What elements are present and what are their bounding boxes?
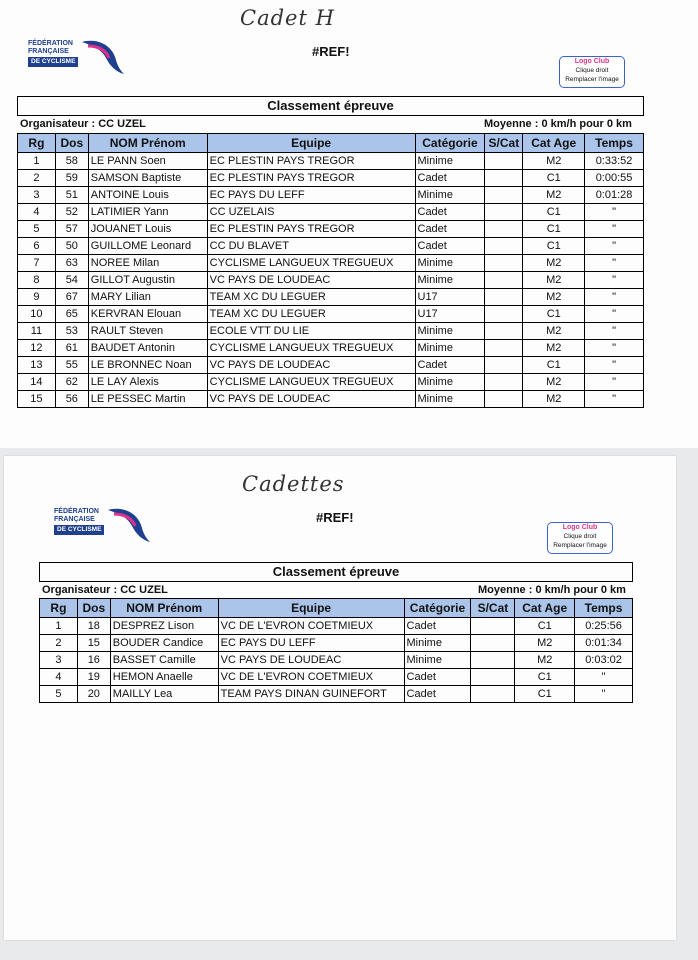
rank-cell: 2	[18, 170, 56, 187]
club-logo-title: Logo Club	[562, 524, 598, 531]
table-row	[40, 618, 633, 635]
time-cell: 0:33:52	[585, 153, 644, 170]
time-cell: "	[585, 289, 644, 306]
category-cell: U17	[415, 289, 485, 306]
table-row	[18, 153, 644, 170]
age-category-cell: C1	[523, 170, 585, 187]
category-cell: Cadet	[415, 238, 485, 255]
logo-line-1: FÉDÉRATION	[28, 40, 73, 47]
logo-line-1: FÉDÉRATION	[54, 508, 99, 515]
subcategory-cell	[485, 238, 523, 255]
category-cell: Minime	[415, 340, 485, 357]
moyenne: Moyenne : 0 km/h pour 0 km	[478, 584, 626, 596]
time-cell: 0:01:34	[575, 635, 633, 652]
category-cell: U17	[415, 306, 485, 323]
table-row	[18, 187, 644, 204]
bib-cell: 20	[77, 686, 110, 703]
rank-cell: 1	[40, 618, 78, 635]
table-row	[18, 170, 644, 187]
age-category-cell: C1	[523, 221, 585, 238]
time-cell: "	[585, 340, 644, 357]
name-cell: GUILLOME Leonard	[88, 238, 207, 255]
team-cell: VC PAYS DE LOUDEAC	[207, 391, 415, 408]
subcategory-cell	[485, 187, 523, 204]
category-cell: Minime	[415, 153, 485, 170]
header-temps: Temps	[585, 134, 644, 153]
team-cell: EC PLESTIN PAYS TREGOR	[207, 153, 415, 170]
age-category-cell: M2	[523, 374, 585, 391]
team-cell: VC PAYS DE LOUDEAC	[218, 652, 404, 669]
bib-cell: 65	[55, 306, 88, 323]
age-category-cell: M2	[523, 153, 585, 170]
result-sheet-cadet-h	[0, 0, 698, 448]
bib-cell: 19	[77, 669, 110, 686]
bib-cell: 55	[55, 357, 88, 374]
team-cell: EC PLESTIN PAYS TREGOR	[207, 170, 415, 187]
age-category-cell: M2	[515, 635, 575, 652]
subcategory-cell	[485, 391, 523, 408]
category-cell: Minime	[415, 255, 485, 272]
header-scat: S/Cat	[471, 599, 515, 618]
age-category-cell: M2	[523, 272, 585, 289]
header-categorie: Catégorie	[415, 134, 485, 153]
category-cell: Cadet	[415, 204, 485, 221]
bib-cell: 16	[77, 652, 110, 669]
bib-cell: 51	[55, 187, 88, 204]
header-cat-age: Cat Age	[515, 599, 575, 618]
team-cell: CYCLISME LANGUEUX TREGUEUX	[207, 374, 415, 391]
header-temps: Temps	[575, 599, 633, 618]
subcategory-cell	[485, 255, 523, 272]
classement-banner: Classement épreuve	[39, 562, 633, 582]
table-row	[18, 306, 644, 323]
header-scat: S/Cat	[485, 134, 523, 153]
subcategory-cell	[471, 635, 515, 652]
classement-banner: Classement épreuve	[17, 96, 644, 116]
team-cell: VC PAYS DE LOUDEAC	[207, 272, 415, 289]
organisateur: Organisateur : CC UZEL	[20, 118, 146, 130]
name-cell: LE PESSEC Martin	[88, 391, 207, 408]
subcategory-cell	[485, 272, 523, 289]
team-cell: EC PLESTIN PAYS TREGOR	[207, 221, 415, 238]
rank-cell: 12	[18, 340, 56, 357]
table-row	[18, 221, 644, 238]
time-cell: "	[585, 391, 644, 408]
time-cell: "	[585, 272, 644, 289]
rank-cell: 4	[40, 669, 78, 686]
age-category-cell: M2	[523, 323, 585, 340]
name-cell: BASSET Camille	[110, 652, 218, 669]
time-cell: "	[585, 238, 644, 255]
name-cell: SAMSON Baptiste	[88, 170, 207, 187]
team-cell: EC PAYS DU LEFF	[218, 635, 404, 652]
result-sheet-cadettes	[4, 456, 676, 940]
time-cell: 0:00:55	[585, 170, 644, 187]
club-logo-line3: Remplacer l'image	[565, 76, 619, 83]
results-table	[17, 133, 644, 408]
team-cell: CYCLISME LANGUEUX TREGUEUX	[207, 255, 415, 272]
rank-cell: 3	[18, 187, 56, 204]
club-logo-placeholder[interactable]	[559, 56, 625, 88]
team-cell: VC DE L'EVRON COETMIEUX	[218, 669, 404, 686]
name-cell: MAILLY Lea	[110, 686, 218, 703]
time-cell: "	[585, 357, 644, 374]
category-cell: Minime	[415, 272, 485, 289]
subcategory-cell	[485, 289, 523, 306]
subcategory-cell	[485, 340, 523, 357]
age-category-cell: M2	[523, 340, 585, 357]
time-cell: "	[585, 306, 644, 323]
category-cell: Cadet	[415, 221, 485, 238]
name-cell: NOREE Milan	[88, 255, 207, 272]
bib-cell: 58	[55, 153, 88, 170]
time-cell: "	[585, 323, 644, 340]
club-logo-line3: Remplacer l'image	[553, 542, 607, 549]
ffc-logo	[54, 506, 154, 550]
time-cell: 0:03:02	[575, 652, 633, 669]
category-cell: Cadet	[415, 170, 485, 187]
bib-cell: 62	[55, 374, 88, 391]
subcategory-cell	[471, 652, 515, 669]
rank-cell: 3	[40, 652, 78, 669]
header-equipe: Equipe	[207, 134, 415, 153]
bib-cell: 52	[55, 204, 88, 221]
age-category-cell: M2	[523, 289, 585, 306]
time-cell: 0:01:28	[585, 187, 644, 204]
name-cell: KERVRAN Elouan	[88, 306, 207, 323]
ffc-swoosh-icon	[76, 38, 126, 78]
subcategory-cell	[485, 323, 523, 340]
header-nom: NOM Prénom	[88, 134, 207, 153]
table-row	[18, 238, 644, 255]
rank-cell: 14	[18, 374, 56, 391]
table-row	[40, 686, 633, 703]
header-rg: Rg	[18, 134, 56, 153]
category-cell: Minime	[404, 635, 471, 652]
rank-cell: 4	[18, 204, 56, 221]
time-cell: "	[585, 255, 644, 272]
category-cell: Cadet	[404, 686, 471, 703]
table-row	[18, 272, 644, 289]
age-category-cell: M2	[515, 652, 575, 669]
bib-cell: 53	[55, 323, 88, 340]
age-category-cell: M2	[523, 391, 585, 408]
results-table	[39, 598, 633, 703]
subcategory-cell	[485, 306, 523, 323]
table-row	[18, 357, 644, 374]
team-cell: ECOLE VTT DU LIE	[207, 323, 415, 340]
age-category-cell: M2	[523, 255, 585, 272]
moyenne: Moyenne : 0 km/h pour 0 km	[484, 118, 632, 130]
age-category-cell: C1	[523, 306, 585, 323]
rank-cell: 5	[18, 221, 56, 238]
age-category-cell: C1	[515, 669, 575, 686]
name-cell: DESPREZ Lison	[110, 618, 218, 635]
handwritten-note: Cadet H	[240, 6, 335, 30]
table-row	[18, 323, 644, 340]
bib-cell: 57	[55, 221, 88, 238]
subcategory-cell	[485, 357, 523, 374]
name-cell: ANTOINE Louis	[88, 187, 207, 204]
age-category-cell: M2	[523, 187, 585, 204]
name-cell: BAUDET Antonin	[88, 340, 207, 357]
name-cell: LE LAY Alexis	[88, 374, 207, 391]
category-cell: Minime	[415, 187, 485, 204]
rank-cell: 7	[18, 255, 56, 272]
time-cell: "	[585, 221, 644, 238]
team-cell: CC DU BLAVET	[207, 238, 415, 255]
ffc-swoosh-icon	[102, 506, 152, 546]
time-cell: "	[585, 374, 644, 391]
team-cell: CC UZELAIS	[207, 204, 415, 221]
rank-cell: 10	[18, 306, 56, 323]
rank-cell: 11	[18, 323, 56, 340]
team-cell: TEAM XC DU LEGUER	[207, 306, 415, 323]
rank-cell: 13	[18, 357, 56, 374]
rank-cell: 2	[40, 635, 78, 652]
team-cell: VC DE L'EVRON COETMIEUX	[218, 618, 404, 635]
subcategory-cell	[485, 374, 523, 391]
team-cell: VC PAYS DE LOUDEAC	[207, 357, 415, 374]
team-cell: TEAM PAYS DINAN GUINEFORT	[218, 686, 404, 703]
age-category-cell: C1	[515, 618, 575, 635]
age-category-cell: C1	[523, 204, 585, 221]
bib-cell: 59	[55, 170, 88, 187]
name-cell: RAULT Steven	[88, 323, 207, 340]
club-logo-line2: Clique droit	[563, 533, 597, 540]
name-cell: JOUANET Louis	[88, 221, 207, 238]
category-cell: Minime	[415, 391, 485, 408]
table-row	[18, 255, 644, 272]
age-category-cell: C1	[523, 238, 585, 255]
handwritten-note: Cadettes	[242, 472, 345, 496]
age-category-cell: C1	[523, 357, 585, 374]
time-cell: "	[585, 204, 644, 221]
header-equipe: Equipe	[218, 599, 404, 618]
logo-line-2: FRANÇAISE	[54, 516, 95, 523]
subcategory-cell	[485, 221, 523, 238]
table-row	[18, 340, 644, 357]
bib-cell: 67	[55, 289, 88, 306]
bib-cell: 63	[55, 255, 88, 272]
organisateur: Organisateur : CC UZEL	[42, 584, 168, 596]
name-cell: LE PANN Soen	[88, 153, 207, 170]
ffc-logo	[28, 38, 128, 82]
subcategory-cell	[485, 153, 523, 170]
bib-cell: 54	[55, 272, 88, 289]
subcategory-cell	[471, 618, 515, 635]
category-cell: Minime	[404, 652, 471, 669]
header-cat-age: Cat Age	[523, 134, 585, 153]
name-cell: LATIMIER Yann	[88, 204, 207, 221]
team-cell: TEAM XC DU LEGUER	[207, 289, 415, 306]
rank-cell: 5	[40, 686, 78, 703]
table-row	[18, 391, 644, 408]
time-cell: "	[575, 669, 633, 686]
ref-error-title: #REF!	[312, 44, 350, 59]
logo-line-2: FRANÇAISE	[28, 48, 69, 55]
category-cell: Cadet	[404, 618, 471, 635]
header-dos: Dos	[55, 134, 88, 153]
bib-cell: 61	[55, 340, 88, 357]
time-cell: 0:25:56	[575, 618, 633, 635]
subcategory-cell	[485, 204, 523, 221]
table-row	[40, 669, 633, 686]
rank-cell: 15	[18, 391, 56, 408]
category-cell: Minime	[415, 374, 485, 391]
category-cell: Cadet	[415, 357, 485, 374]
logo-line-3: DE CYCLISME	[54, 525, 104, 535]
name-cell: LE BRONNEC Noan	[88, 357, 207, 374]
header-nom: NOM Prénom	[110, 599, 218, 618]
table-row	[40, 635, 633, 652]
rank-cell: 8	[18, 272, 56, 289]
club-logo-placeholder[interactable]	[547, 522, 613, 554]
team-cell: CYCLISME LANGUEUX TREGUEUX	[207, 340, 415, 357]
category-cell: Cadet	[404, 669, 471, 686]
name-cell: MARY Lilian	[88, 289, 207, 306]
name-cell: GILLOT Augustin	[88, 272, 207, 289]
subcategory-cell	[485, 170, 523, 187]
table-row	[18, 204, 644, 221]
bib-cell: 18	[77, 618, 110, 635]
table-row	[18, 289, 644, 306]
header-rg: Rg	[40, 599, 78, 618]
rank-cell: 1	[18, 153, 56, 170]
club-logo-title: Logo Club	[574, 58, 610, 65]
category-cell: Minime	[415, 323, 485, 340]
bib-cell: 56	[55, 391, 88, 408]
team-cell: EC PAYS DU LEFF	[207, 187, 415, 204]
ref-error-title: #REF!	[316, 510, 354, 525]
name-cell: HEMON Anaelle	[110, 669, 218, 686]
subcategory-cell	[471, 686, 515, 703]
age-category-cell: C1	[515, 686, 575, 703]
rank-cell: 6	[18, 238, 56, 255]
bib-cell: 50	[55, 238, 88, 255]
logo-line-3: DE CYCLISME	[28, 57, 78, 67]
header-categorie: Catégorie	[404, 599, 471, 618]
club-logo-line2: Clique droit	[575, 67, 609, 74]
rank-cell: 9	[18, 289, 56, 306]
table-row	[40, 652, 633, 669]
subcategory-cell	[471, 669, 515, 686]
header-dos: Dos	[77, 599, 110, 618]
bib-cell: 15	[77, 635, 110, 652]
table-row	[18, 374, 644, 391]
name-cell: BOUDER Candice	[110, 635, 218, 652]
time-cell: "	[575, 686, 633, 703]
